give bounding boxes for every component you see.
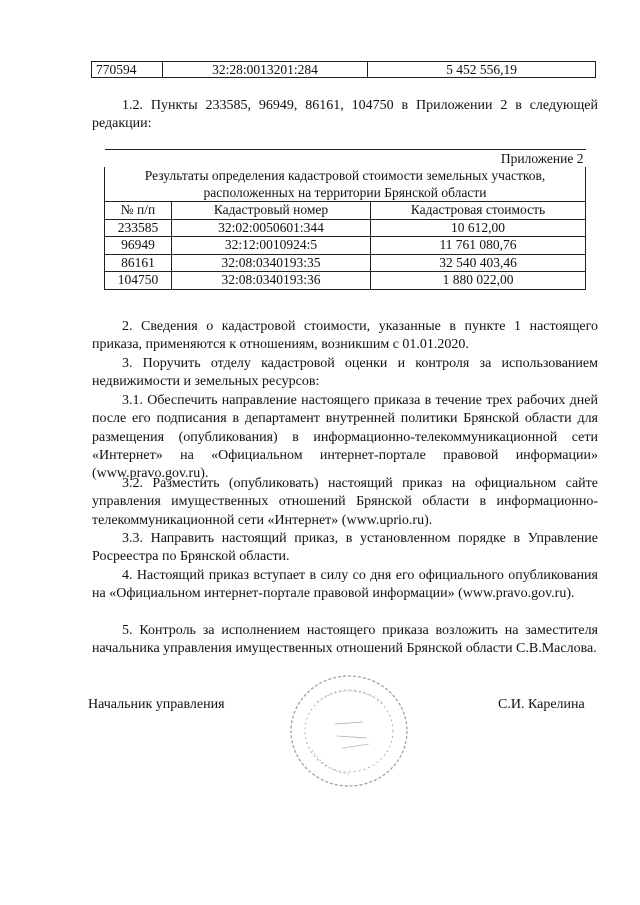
official-stamp xyxy=(287,672,412,790)
cadastral-value-cell: 1 880 022,00 xyxy=(371,272,586,290)
paragraph-5: 5. Контроль за исполнением настоящего приказа возложить на заместителя начальника управления имущественных отношений Брянской области С.В.Маслова. xyxy=(92,623,598,657)
signatory-position: Начальник управления xyxy=(88,697,225,712)
appendix-header-row xyxy=(105,202,586,220)
cadastral-number-cell: 32:12:0010924:5 xyxy=(172,237,371,255)
top-continuation-table xyxy=(91,61,596,78)
appendix-table xyxy=(104,149,586,290)
header-cadastral-number: Кадастровый номер xyxy=(172,202,371,220)
appendix-label: Приложение 2 xyxy=(105,150,586,168)
cadastral-value-cell: 10 612,00 xyxy=(371,219,586,237)
table-row xyxy=(105,272,586,290)
cadastral-number-cell: 32:08:0340193:35 xyxy=(172,254,371,272)
paragraph-3: 3. Поручить отделу кадастровой оценки и контроля за использованием недвижимости и земельных ресурсов: xyxy=(92,356,598,390)
row-number-cell: 86161 xyxy=(105,254,172,272)
paragraph-3-2: 3.2. Разместить (опубликовать) настоящий приказ на официальном сайте управления имущественных отношений Брянской области в информационно-телекоммуникационной сети «Интернет» (www.uprio.ru). xyxy=(92,476,598,528)
row-number-cell: 233585 xyxy=(105,219,172,237)
table-row xyxy=(105,219,586,237)
signatory-name: С.И. Карелина xyxy=(498,697,585,712)
intro-paragraph: 1.2. Пункты 233585, 96949, 86161, 104750 в Приложении 2 в следующей редакции: xyxy=(92,98,598,132)
paragraph-3-3: 3.3. Направить настоящий приказ, в установленном порядке в Управление Росреестра по Брянской области. xyxy=(92,531,598,565)
cadastral-number-cell: 32:08:0340193:36 xyxy=(172,272,371,290)
row-number-cell: 96949 xyxy=(105,237,172,255)
row-number-cell: 770594 xyxy=(92,62,163,78)
header-cadastral-value: Кадастровая стоимость xyxy=(371,202,586,220)
paragraph-3-1: 3.1. Обеспечить направление настоящего приказа в течение трех рабочих дней после его подписания в департамент внутренней политики Брянской области для размещения (опубликования) в информационно-телекоммуникационной сети «Интернет» на «Официальном интернет-портале правовой информации» (www.pravo.gov.ru). xyxy=(92,393,598,482)
cadastral-value-cell: 11 761 080,76 xyxy=(371,237,586,255)
cadastral-number-cell: 32:02:0050601:344 xyxy=(172,219,371,237)
cadastral-value-cell: 5 452 556,19 xyxy=(368,62,596,78)
row-number-cell: 104750 xyxy=(105,272,172,290)
table-row xyxy=(92,62,596,78)
paragraph-4: 4. Настоящий приказ вступает в силу со дня его официального опубликования на «Официальном интернет-портале правовой информации» (www.pravo.gov.ru). xyxy=(92,568,598,602)
header-number: № п/п xyxy=(105,202,172,220)
stamp-emblem xyxy=(335,722,369,748)
paragraph-2: 2. Сведения о кадастровой стоимости, указанные в пункте 1 настоящего приказа, применяются к отношениям, возникшим с 01.01.2020. xyxy=(92,319,598,353)
cadastral-number-cell: 32:28:0013201:284 xyxy=(163,62,368,78)
appendix-title: Результаты определения кадастровой стоимости земельных участков, расположенных на территории Брянской области xyxy=(105,167,586,202)
table-row xyxy=(105,237,586,255)
table-row xyxy=(105,254,586,272)
cadastral-value-cell: 32 540 403,46 xyxy=(371,254,586,272)
